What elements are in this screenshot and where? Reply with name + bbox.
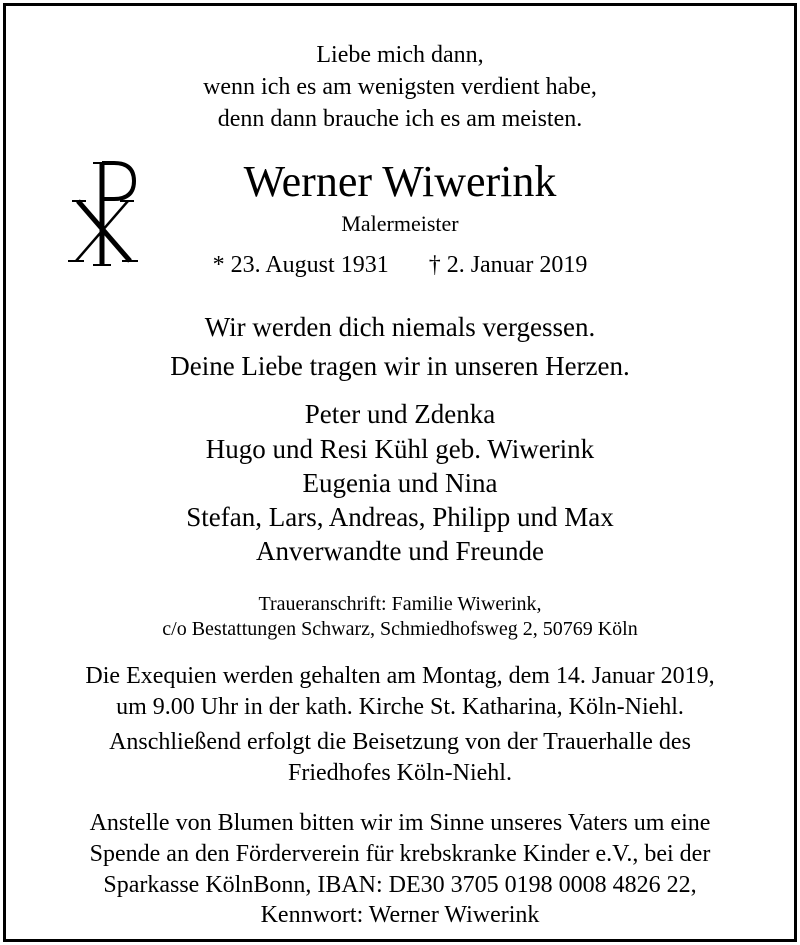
mourner-line-3: Eugenia und Nina [302,468,498,498]
motto-line-3: denn dann brauche ich es am meisten. [217,106,583,132]
mourner-line-5: Anverwandte und Freunde [256,536,544,566]
profession: Malermeister [341,211,459,236]
donation-line-3: Sparkasse KölnBonn, IBAN: DE30 3705 0198 0008 4826 22, [103,872,697,898]
mourner-line-4: Stefan, Lars, Andreas, Philipp und Max [186,502,614,532]
mourner-line-2: Hugo und Resi Kühl geb. Wiwerink [205,434,595,464]
service-line-2: um 9.00 Uhr in der kath. Kirche St. Katharina, Köln-Niehl. [116,694,684,720]
birth-date: * 23. August 1931 [212,252,389,278]
service-line-4: Friedhofes Köln-Niehl. [288,760,512,786]
tribute-line-1: Wir werden dich niemals vergessen. [204,312,596,342]
tribute-line-2: Deine Liebe tragen wir in unseren Herzen. [170,351,630,381]
donation-line-1: Anstelle von Blumen bitten wir im Sinne unseres Vaters um eine [89,810,711,836]
address-line-2: c/o Bestattungen Schwarz, Schmiedhofsweg 2, 50769 Köln [162,618,638,640]
motto-line-2: wenn ich es am wenigsten verdient habe, [203,74,597,100]
service-line-3: Anschließend erfolgt die Beisetzung von der Trauerhalle des [109,729,691,755]
motto-line-1: Liebe mich dann, [316,42,484,68]
deceased-name: Werner Wiwerink [243,157,557,206]
donation-line-4: Kennwort: Werner Wiwerink [260,902,540,928]
donation-line-2: Spende an den Förderverein für krebskranke Kinder e.V., bei der [89,841,711,867]
address-line-1: Traueranschrift: Familie Wiwerink, [258,593,542,615]
life-dates [0,253,800,277]
death-date: † 2. Januar 2019 [428,252,588,278]
mourner-line-1: Peter und Zdenka [304,399,496,429]
service-line-1: Die Exequien werden gehalten am Montag, dem 14. Januar 2019, [85,663,715,689]
